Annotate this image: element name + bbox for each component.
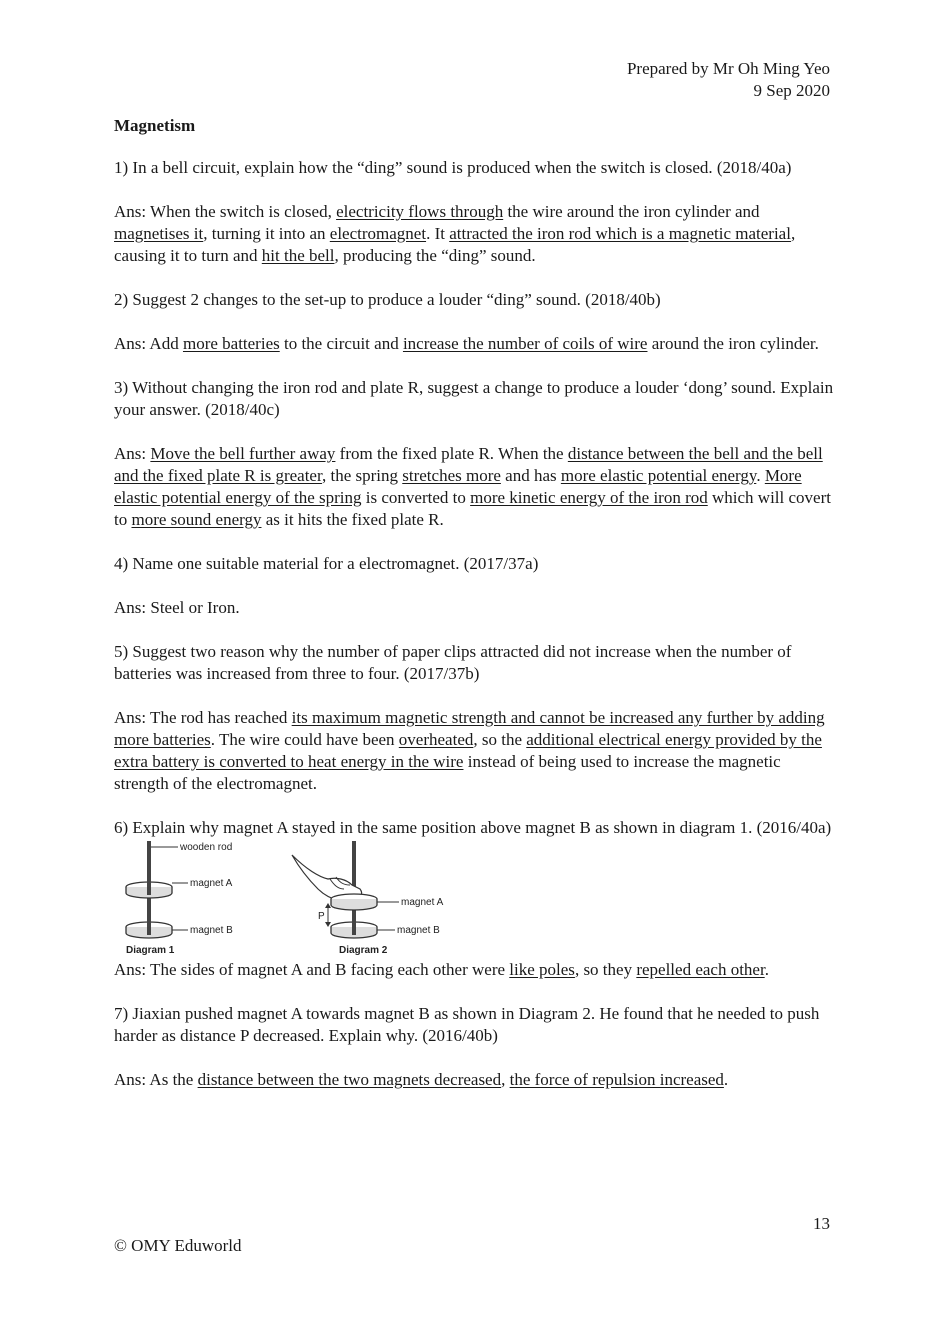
- answer-7: [114, 1069, 834, 1091]
- underlined-text: attracted the iron rod which is a magnetic material: [449, 224, 791, 243]
- answer-text: , so they: [574, 960, 637, 979]
- underlined-text: more elastic potential energy: [560, 466, 757, 485]
- underlined-text: more batteries: [182, 334, 280, 353]
- answer-text: Ans: Add: [114, 334, 183, 353]
- page-content: [114, 115, 834, 1113]
- underlined-text: distance between the bell and the bell and the fixed plate R is greater: [114, 444, 823, 485]
- underlined-text: increase the number of coils of wire: [402, 334, 648, 353]
- answer-text: around the iron cylinder.: [647, 334, 819, 353]
- answer-text: ,: [501, 1070, 510, 1089]
- question-4: 4) Name one suitable material for a electromagnet. (2017/37a): [114, 554, 539, 573]
- underlined-text: magnetises it: [114, 224, 204, 243]
- question-1: 1) In a bell circuit, explain how the “ding” sound is produced when the switch is closed. (2018/40a): [114, 158, 792, 177]
- answer-text: which will covert to: [114, 488, 831, 529]
- answer-text: .: [756, 466, 765, 485]
- underlined-text: More elastic potential energy of the spring: [114, 466, 802, 507]
- answer-3: [114, 443, 834, 531]
- underlined-text: distance between the two magnets decreased: [197, 1070, 502, 1089]
- answer-text: .: [723, 1070, 729, 1089]
- underlined-text: its maximum magnetic strength and cannot be increased any further by adding more batteries: [114, 708, 825, 749]
- answer-text: Ans:: [114, 444, 151, 463]
- underlined-text: electricity flows through: [336, 202, 504, 221]
- answer-5: [114, 707, 834, 795]
- magnet-diagram-figure: [114, 839, 474, 957]
- answer-text: is converted to: [361, 488, 471, 507]
- caption-diagram-2: Diagram 2: [339, 945, 388, 956]
- page-number: 13: [813, 1214, 830, 1233]
- underlined-text: the force of repulsion increased: [509, 1070, 724, 1089]
- caption-diagram-1: Diagram 1: [126, 945, 175, 956]
- label-magnet-b-2: magnet B: [397, 925, 440, 936]
- section-title: Magnetism: [114, 116, 196, 135]
- diagram-2: [292, 841, 444, 956]
- underlined-text: overheated: [398, 730, 474, 749]
- question-5: 5) Suggest two reason why the number of paper clips attracted did not increase when the number of batteries was increased from three to four. (2017/37b): [114, 642, 792, 683]
- answer-text: as it hits the fixed plate R.: [261, 510, 444, 529]
- label-magnet-a: magnet A: [190, 878, 233, 889]
- answer-text: Ans: The rod has reached: [114, 708, 292, 727]
- magnet-diagrams: [114, 839, 834, 957]
- underlined-text: more kinetic energy of the iron rod: [470, 488, 708, 507]
- answer-text: , producing the “ding” sound.: [334, 246, 536, 265]
- answer-text: , turning it into an: [203, 224, 330, 243]
- answer-text: Ans: As the: [114, 1070, 198, 1089]
- answer-2: [114, 333, 834, 355]
- underlined-text: repelled each other: [636, 960, 765, 979]
- underlined-text: like poles: [509, 960, 575, 979]
- answer-text: . The wire could have been: [210, 730, 399, 749]
- answer-text: , so the: [473, 730, 527, 749]
- header-date: 9 Sep 2020: [753, 81, 830, 100]
- diagram-1: [126, 841, 233, 956]
- underlined-text: stretches more: [402, 466, 501, 485]
- label-distance-p: P: [318, 911, 325, 922]
- answer-text: . It: [426, 224, 450, 243]
- label-magnet-a-2: magnet A: [401, 897, 444, 908]
- question-2: 2) Suggest 2 changes to the set-up to produce a louder “ding” sound. (2018/40b): [114, 290, 661, 309]
- question-7: 7) Jiaxian pushed magnet A towards magnet B as shown in Diagram 2. He found that he needed to push harder as distance P decreased. Explain why. (2016/40b): [114, 1004, 820, 1045]
- label-magnet-b: magnet B: [190, 925, 233, 936]
- answer-4: Ans: Steel or Iron.: [114, 598, 240, 617]
- answer-text: , the spring: [321, 466, 403, 485]
- underlined-text: electromagnet: [329, 224, 427, 243]
- underlined-text: more sound energy: [131, 510, 262, 529]
- question-3: 3) Without changing the iron rod and plate R, suggest a change to produce a louder ‘dong’ sound. Explain your answer. (2018/40c): [114, 378, 834, 419]
- answer-text: Ans: When the switch is closed,: [114, 202, 337, 221]
- underlined-text: additional electrical energy provided by the extra battery is converted to heat energy in the wire: [114, 730, 822, 771]
- question-6: 6) Explain why magnet A stayed in the same position above magnet B as shown in diagram 1. (2016/40a): [114, 818, 832, 837]
- answer-text: from the fixed plate R. When the: [335, 444, 568, 463]
- answer-text: Ans: The sides of magnet A and B facing each other were: [114, 960, 510, 979]
- page-header: [627, 58, 830, 102]
- answer-text: the wire around the iron cylinder and: [503, 202, 760, 221]
- page-footer: © OMY Eduworld: [114, 1236, 242, 1255]
- label-wooden-rod: wooden rod: [180, 842, 233, 853]
- underlined-text: hit the bell: [261, 246, 335, 265]
- answer-1: [114, 201, 834, 267]
- prepared-by: Prepared by Mr Oh Ming Yeo: [626, 59, 830, 78]
- answer-text: .: [764, 960, 769, 979]
- answer-text: instead of being used to increase the magnetic strength of the electromagnet.: [114, 752, 781, 793]
- answer-text: , causing it to turn and: [114, 224, 796, 265]
- answer-text: and has: [500, 466, 561, 485]
- answer-6: [114, 959, 834, 981]
- underlined-text: Move the bell further away: [150, 444, 336, 463]
- answer-text: to the circuit and: [279, 334, 403, 353]
